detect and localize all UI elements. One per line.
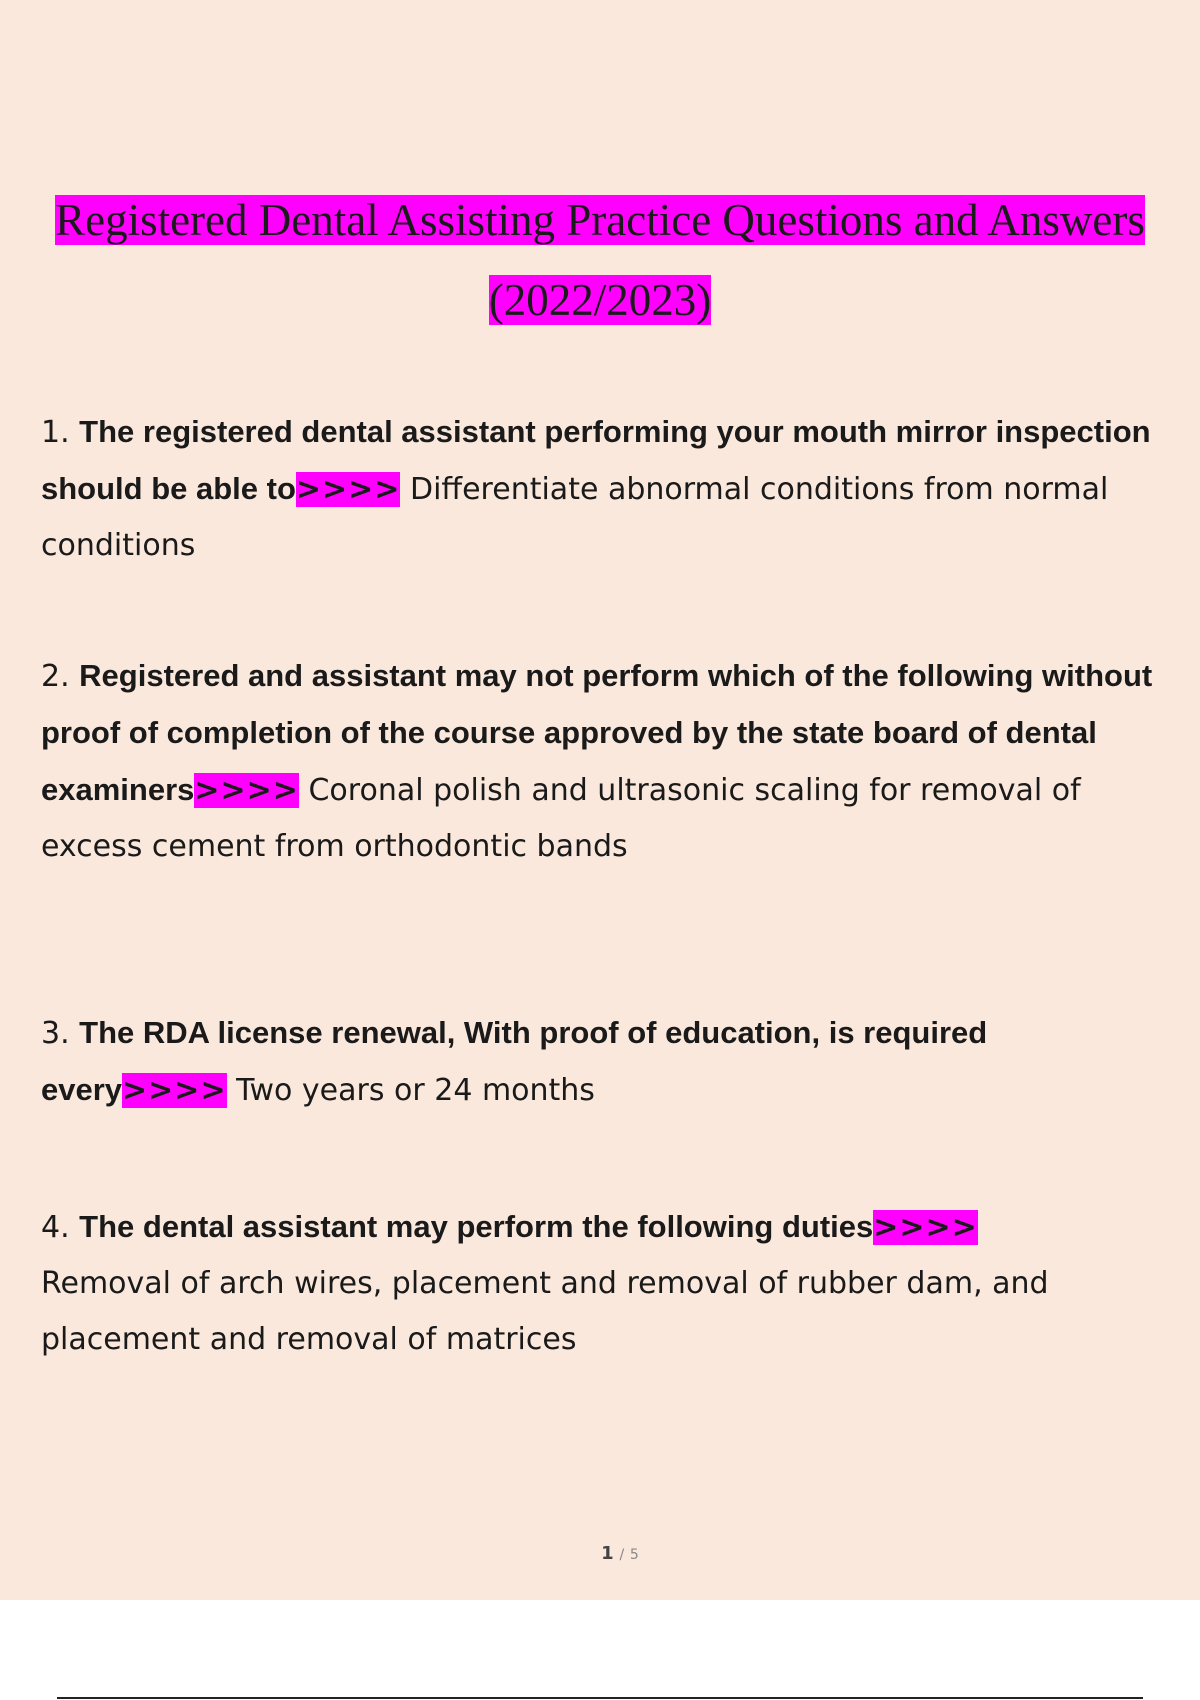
answer-text: Two years or 24 months <box>236 1073 595 1108</box>
answer-text: Differentiate abnormal conditions from normal conditions <box>41 472 1109 563</box>
answer-text: Removal of arch wires, placement and removal of rubber dam, and placement and removal of matrices <box>41 1266 1049 1357</box>
question-number: 4. <box>41 1210 70 1245</box>
question-text: Registered and assistant may not perform which of the following without proof of completion of the course approved by the state board of dental examiners <box>41 658 1153 807</box>
question-number: 3. <box>41 1016 70 1051</box>
question-item <box>41 404 1171 574</box>
page-separator: / <box>619 1547 625 1563</box>
page-divider <box>57 1697 1143 1699</box>
answer-marker: >>>> <box>873 1210 978 1245</box>
title-line-2: (2022/2023) <box>488 275 712 325</box>
question-item <box>41 1005 1171 1119</box>
answer-marker: >>>> <box>295 472 401 507</box>
question-text: The RDA license renewal, With proof of education, is required every <box>41 1015 988 1107</box>
title-line-1: Registered Dental Assisting Practice Questions and Answers <box>55 195 1145 245</box>
current-page: 1 <box>601 1543 614 1564</box>
question-text: The dental assistant may perform the following duties <box>79 1209 874 1244</box>
question-list <box>41 404 1171 1368</box>
question-item <box>41 648 1171 875</box>
question-item <box>41 1199 1171 1368</box>
answer-marker: >>>> <box>122 1073 227 1108</box>
total-pages: 5 <box>629 1547 639 1563</box>
question-number: 2. <box>41 659 70 694</box>
answer-text: Coronal polish and ultrasonic scaling for removal of excess cement from orthodontic bands <box>41 773 1081 864</box>
question-text: The registered dental assistant performing your mouth mirror inspection should be able to <box>41 414 1151 506</box>
page-indicator <box>0 1543 1200 1564</box>
question-number: 1. <box>41 415 70 450</box>
document-title <box>0 180 1200 340</box>
answer-marker: >>>> <box>194 773 299 808</box>
